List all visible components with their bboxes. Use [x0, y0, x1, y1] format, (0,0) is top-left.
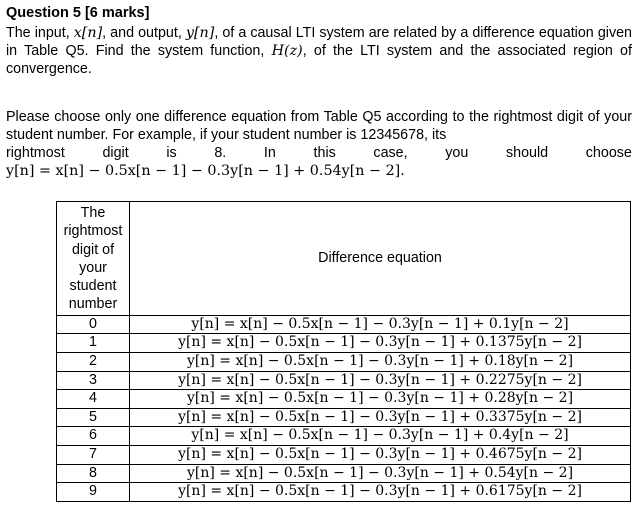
p2-word: you — [445, 145, 469, 161]
digit-cell: 6 — [57, 427, 130, 446]
digit-cell: 5 — [57, 408, 130, 427]
table-row — [57, 464, 631, 483]
digit-cell: 9 — [57, 483, 130, 502]
table-row — [57, 371, 631, 390]
header-digit-line: digit of — [71, 241, 115, 258]
header-digit-line: The — [80, 205, 106, 221]
table-row — [57, 390, 631, 409]
digit-cell: 1 — [57, 334, 130, 353]
table-row — [57, 408, 631, 427]
digit-cell: 3 — [57, 371, 130, 390]
input-signal: x[n] — [73, 25, 103, 41]
question-paragraph-2 — [6, 108, 632, 180]
equation-cell: y[n] = x[n] − 0.5x[n − 1] − 0.3y[n − 1] + 0.1y[n − 2] — [130, 315, 631, 334]
p2-word: case, — [373, 145, 408, 161]
equation-cell: y[n] = x[n] − 0.5x[n − 1] − 0.3y[n − 1] + 0.3375y[n − 2] — [130, 408, 631, 427]
digit-cell: 7 — [57, 445, 130, 464]
digit-cell: 0 — [57, 315, 130, 334]
header-digit-line: rightmost — [63, 223, 123, 240]
equation-cell: y[n] = x[n] − 0.5x[n − 1] − 0.3y[n − 1] + 0.54y[n − 2] — [130, 464, 631, 483]
digit-cell: 8 — [57, 464, 130, 483]
output-signal: y[n] — [185, 25, 215, 41]
equation-cell: y[n] = x[n] − 0.5x[n − 1] − 0.3y[n − 1] + 0.4y[n − 2] — [130, 427, 631, 446]
table-row — [57, 352, 631, 371]
equation-cell: y[n] = x[n] − 0.5x[n − 1] − 0.3y[n − 1] + 0.6175y[n − 2] — [130, 483, 631, 502]
table-row — [57, 445, 631, 464]
p2-word: rightmost — [6, 145, 65, 161]
p1-text-2: , and output, — [102, 25, 186, 41]
equation-cell: y[n] = x[n] − 0.5x[n − 1] − 0.3y[n − 1] + 0.2275y[n − 2] — [130, 371, 631, 390]
p1-text-3: , of a causal LTI system are related by a difference equation given in Table Q5. Find the system function, — [6, 25, 632, 59]
p1-text-4: , of the LTI system and the associated region of convergence. — [6, 43, 632, 77]
p2-justified-line — [6, 144, 632, 162]
equation-cell: y[n] = x[n] − 0.5x[n − 1] − 0.3y[n − 1] + 0.1375y[n − 2] — [130, 334, 631, 353]
table-row — [57, 483, 631, 502]
header-digit-line: number — [68, 296, 118, 313]
p2-word: is — [166, 145, 177, 161]
example-equation: y[n] = x[n] − 0.5x[n − 1] − 0.3y[n − 1] + 0.54y[n − 2]. — [6, 163, 405, 179]
p1-text-1: The input, — [6, 25, 74, 41]
equation-cell: y[n] = x[n] − 0.5x[n − 1] − 0.3y[n − 1] + 0.4675y[n − 2] — [130, 445, 631, 464]
table-row — [57, 315, 631, 334]
table-row — [57, 427, 631, 446]
equation-cell: y[n] = x[n] − 0.5x[n − 1] − 0.3y[n − 1] + 0.18y[n − 2] — [130, 352, 631, 371]
header-digit-cell — [57, 202, 130, 316]
question-heading: Question 5 [6 marks] — [6, 5, 150, 21]
p2-word: 8. — [214, 145, 227, 161]
p2-word: In — [263, 145, 276, 161]
p2-text: Please choose only one difference equation from Table Q5 according to the rightmost digit of your student number. For example, if your student number is 12345678, its — [6, 109, 632, 143]
p2-word: choose — [585, 145, 632, 161]
question-paragraph-1 — [6, 24, 632, 78]
p2-word: this — [313, 145, 336, 161]
header-digit-line: your — [79, 259, 107, 276]
header-digit-line: student — [69, 278, 117, 295]
p2-word: should — [505, 145, 549, 161]
difference-equation-table — [56, 201, 631, 502]
digit-cell: 2 — [57, 352, 130, 371]
p2-word: digit — [102, 145, 129, 161]
system-function: H(z) — [271, 43, 303, 59]
digit-cell: 4 — [57, 390, 130, 409]
table-row — [57, 334, 631, 353]
equation-cell: y[n] = x[n] − 0.5x[n − 1] − 0.3y[n − 1] + 0.28y[n − 2] — [130, 390, 631, 409]
header-equation-cell: Difference equation — [130, 202, 631, 316]
table-header-row — [57, 202, 631, 316]
